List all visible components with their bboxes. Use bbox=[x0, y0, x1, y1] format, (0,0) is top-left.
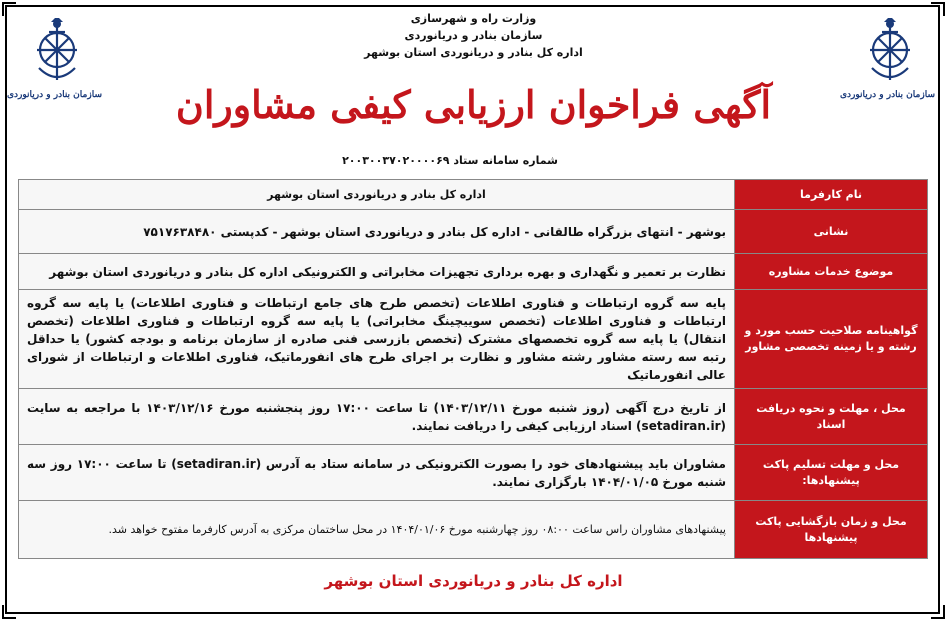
page-title: آگهی فراخوان ارزیابی کیفی مشاوران bbox=[175, 82, 772, 127]
row-label: محل و زمان بازگشایی پاکت پیشنهادها bbox=[735, 501, 928, 559]
corner-ornament bbox=[931, 605, 945, 619]
row-label: موضوع خدمات مشاوره bbox=[735, 254, 928, 290]
table-row bbox=[19, 389, 928, 445]
row-label: محل ، مهلت و نحوه دریافت اسناد bbox=[735, 389, 928, 445]
ministry-name: وزارت راه و شهرسازی bbox=[410, 12, 537, 25]
logo-caption: سازمان بنادر و دریانوردی bbox=[6, 90, 102, 100]
row-value: نظارت بر تعمیر و نگهداری و بهره برداری تجهیزات مخابراتی و الکترونیکی اداره کل بنادر و دریانوردی استان بوشهر bbox=[19, 254, 735, 290]
row-label: نشانی bbox=[735, 210, 928, 254]
row-value: بوشهر - انتهای بزرگراه طالقانی - اداره کل بنادر و دریانوردی استان بوشهر - کدپستی ۷۵۱۷۶۳۸۴۸۰ bbox=[19, 210, 735, 254]
corner-ornament bbox=[2, 2, 16, 16]
table-row bbox=[19, 445, 928, 501]
right-logo bbox=[839, 18, 935, 100]
row-value: پایه سه گروه ارتباطات و فناوری اطلاعات (تخصص طرح های جامع ارتباطات و فناوری اطلاعات) یا پایه سه گروه ارتباطات و فناوری اطلاعات (تخصص سوییچینگ مخابراتی) یا پایه سه گروه ارتباطات و فناوری اطلاعات (تخصص انتقال) یا پایه سه گروه تخصصهای مشترک (تخصص بازرسی فنی صادره از سازمان برنامه و بودجه کشور) یا حداقل رتبه سه رسته مشاور رشته مشاور و نظارت بر اجرای طرح های انفورماتیک، فناوری اطلاعات و ارتباطات از شورای عالی انفورماتیک bbox=[19, 290, 735, 389]
row-value: مشاوران باید پیشنهادهای خود را بصورت الکترونیکی در سامانه ستاد به آدرس (setadiran.ir) تا ساعت ۱۷:۰۰ روز سه شنبه مورخ ۱۴۰۴/۰۱/۰۵ بارگزاری نمایند. bbox=[19, 445, 735, 501]
table-row bbox=[19, 180, 928, 210]
anchor-wheel-icon bbox=[29, 18, 85, 88]
system-number: شماره سامانه ستاد ۲۰۰۳۰۰۳۷۰۲۰۰۰۰۶۹ bbox=[342, 154, 558, 167]
row-label: نام کارفرما bbox=[735, 180, 928, 210]
table-row bbox=[19, 290, 928, 389]
table-row bbox=[19, 501, 928, 559]
issuer-block bbox=[250, 10, 697, 61]
left-logo bbox=[6, 18, 102, 100]
corner-ornament bbox=[931, 2, 945, 16]
logo-caption: سازمان بنادر و دریانوردی bbox=[839, 90, 935, 100]
table-row bbox=[19, 254, 928, 290]
footer-issuer: اداره کل بنادر و دریانوردی استان بوشهر bbox=[324, 572, 623, 590]
organization-name: سازمان بنادر و دریانوردی bbox=[404, 29, 543, 42]
row-value: اداره کل بنادر و دریانوردی استان بوشهر bbox=[19, 180, 735, 210]
table-row bbox=[19, 210, 928, 254]
row-value: پیشنهادهای مشاوران راس ساعت ۰۸:۰۰ روز چهارشنبه مورخ ۱۴۰۴/۰۱/۰۶ در محل ساختمان مرکزی به آدرس کارفرما مفتوح خواهد شد. bbox=[19, 501, 735, 559]
row-label: محل و مهلت تسلیم پاکت پیشنهادها: bbox=[735, 445, 928, 501]
tender-details-table bbox=[18, 179, 928, 559]
department-name: اداره کل بنادر و دریانوردی استان بوشهر bbox=[364, 46, 583, 59]
anchor-wheel-icon bbox=[862, 18, 918, 88]
row-value: از تاریخ درج آگهی (روز شنبه مورخ ۱۴۰۳/۱۲/۱۱) تا ساعت ۱۷:۰۰ روز پنجشنبه مورخ ۱۴۰۳/۱۲/۱۶ با مراجعه به سایت (setadiran.ir) اسناد ارزیابی کیفی را دریافت نمایند. bbox=[19, 389, 735, 445]
corner-ornament bbox=[2, 605, 16, 619]
row-label: گواهینامه صلاحیت حسب مورد و رشته و یا زمینه تخصصی مشاور bbox=[735, 290, 928, 389]
